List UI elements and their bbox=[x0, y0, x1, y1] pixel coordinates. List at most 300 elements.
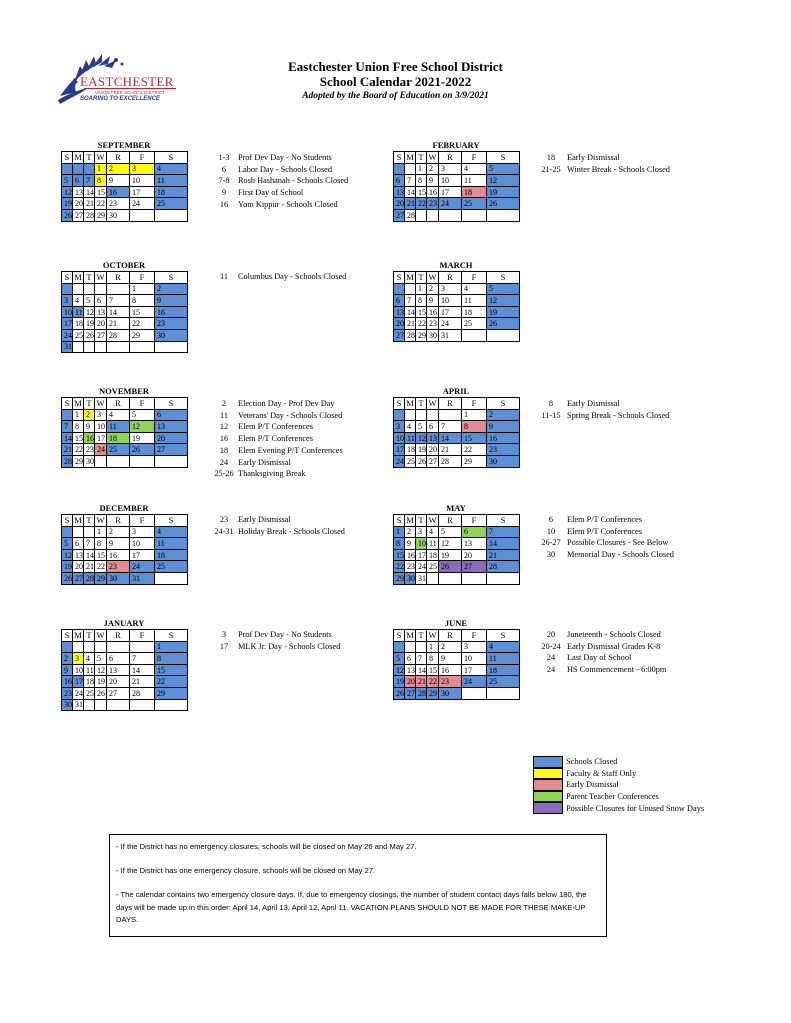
week-row bbox=[394, 295, 520, 307]
day-cell: 24 bbox=[439, 198, 462, 210]
day-cell: 9 bbox=[427, 175, 439, 187]
day-cell bbox=[427, 209, 439, 221]
day-cell: 1 bbox=[73, 409, 84, 421]
day-cell: 21 bbox=[487, 549, 520, 561]
day-cell: 12 bbox=[62, 549, 73, 561]
event-item bbox=[537, 641, 666, 653]
day-cell: 20 bbox=[95, 318, 107, 330]
day-cell bbox=[427, 572, 439, 584]
day-cell: 29 bbox=[95, 209, 107, 221]
month-may bbox=[393, 503, 520, 585]
day-cell: 6 bbox=[95, 295, 107, 307]
day-cell bbox=[73, 283, 84, 295]
day-cell: 3 bbox=[95, 409, 107, 421]
day-cell: 11 bbox=[462, 295, 487, 307]
month-january bbox=[61, 618, 188, 711]
day-cell: 17 bbox=[439, 306, 462, 318]
day-cell: 5 bbox=[394, 653, 405, 665]
event-text: Columbus Day - Schools Closed bbox=[238, 272, 347, 281]
day-cell: 10 bbox=[439, 175, 462, 187]
event-date: 20 bbox=[546, 630, 556, 639]
day-cell: 15 bbox=[130, 306, 155, 318]
day-cell: 18 bbox=[107, 432, 130, 444]
day-cell: 9 bbox=[405, 538, 416, 550]
weekday-header: W bbox=[428, 515, 437, 526]
day-cell: 8 bbox=[394, 538, 405, 550]
event-date: 9 bbox=[221, 188, 227, 198]
weekday-header: R bbox=[439, 398, 462, 410]
event-item bbox=[537, 152, 670, 164]
day-cell: 10 bbox=[130, 538, 155, 550]
day-cell: 24 bbox=[416, 561, 427, 573]
day-cell: 11 bbox=[462, 175, 487, 187]
day-cell: 2 bbox=[62, 653, 73, 665]
day-cell: 26 bbox=[95, 687, 107, 699]
day-cell: 23 bbox=[107, 198, 130, 210]
day-cell: 31 bbox=[416, 572, 427, 584]
day-cell: 27 bbox=[95, 329, 107, 341]
day-cell: 7 bbox=[84, 538, 95, 550]
day-cell: 10 bbox=[462, 653, 487, 665]
event-date: 21-25 bbox=[541, 164, 561, 174]
weekday-header: W bbox=[96, 515, 105, 526]
day-cell: 14 bbox=[416, 664, 427, 676]
day-cell bbox=[405, 163, 416, 175]
calendar-title: School Calendar 2021-2022 bbox=[319, 74, 472, 89]
event-date: 2 bbox=[221, 399, 227, 408]
day-cell: 7 bbox=[487, 526, 520, 538]
month-table bbox=[61, 629, 188, 711]
day-cell: 16 bbox=[107, 186, 130, 198]
day-cell: 25 bbox=[155, 561, 188, 573]
day-cell bbox=[84, 283, 95, 295]
day-cell bbox=[84, 341, 95, 353]
day-cell: 1 bbox=[416, 163, 427, 175]
day-cell: 3 bbox=[439, 163, 462, 175]
week-row bbox=[394, 687, 520, 699]
weekday-header: T bbox=[416, 630, 427, 642]
event-text: MLK Jr. Day - Schools Closed bbox=[238, 641, 341, 651]
week-row bbox=[62, 329, 188, 341]
day-cell: 1 bbox=[427, 641, 439, 653]
day-cell: 20 bbox=[405, 676, 416, 688]
week-row bbox=[394, 209, 520, 221]
day-cell: 30 bbox=[84, 455, 95, 467]
legend-label: Schools Closed bbox=[566, 757, 618, 767]
day-cell: 11 bbox=[487, 653, 520, 665]
day-cell: 7 bbox=[416, 653, 427, 665]
day-cell bbox=[439, 572, 462, 584]
day-cell: 9 bbox=[427, 295, 439, 307]
weekday-header: M bbox=[74, 398, 82, 409]
day-cell: 24 bbox=[130, 561, 155, 573]
event-date: 26-27 bbox=[541, 538, 561, 548]
event-date: 24 bbox=[219, 457, 229, 467]
day-cell: 16 bbox=[427, 186, 439, 198]
day-cell: 9 bbox=[107, 538, 130, 550]
weekday-header: F bbox=[462, 272, 487, 284]
weekday-header: R bbox=[107, 398, 130, 410]
weekday-header: T bbox=[84, 515, 95, 527]
week-row bbox=[62, 295, 188, 307]
weekday-header: W bbox=[96, 630, 105, 641]
event-text: Elem P/T Conferences bbox=[567, 526, 642, 536]
day-cell: 19 bbox=[394, 676, 405, 688]
day-cell: 8 bbox=[416, 175, 427, 187]
event-item bbox=[212, 175, 348, 187]
week-row bbox=[394, 561, 520, 573]
event-text: Rosh Hashanah - Schools Closed bbox=[238, 176, 349, 186]
day-cell: 9 bbox=[155, 295, 188, 307]
note-1: - If the District has no emergency closures, schools will be closed on May 26 and May 27. bbox=[116, 842, 417, 851]
weekday-header: S bbox=[487, 272, 520, 284]
event-text: Prof Dev Day - No Students bbox=[238, 153, 332, 162]
day-cell: 13 bbox=[462, 538, 487, 550]
day-cell: 14 bbox=[107, 306, 130, 318]
legend-item bbox=[533, 802, 704, 814]
day-cell: 28 bbox=[84, 209, 95, 221]
month-title: SEPTEMBER bbox=[97, 140, 151, 150]
weekday-header: S bbox=[155, 152, 188, 164]
event-date: 10 bbox=[546, 526, 556, 536]
day-cell bbox=[405, 409, 416, 421]
day-cell: 15 bbox=[416, 186, 427, 198]
day-cell: 28 bbox=[84, 572, 95, 584]
day-cell: 24 bbox=[130, 198, 155, 210]
day-cell: 10 bbox=[62, 306, 73, 318]
week-row bbox=[62, 432, 188, 444]
week-row bbox=[62, 687, 188, 699]
day-cell: 26 bbox=[487, 318, 520, 330]
day-cell: 28 bbox=[130, 687, 155, 699]
day-cell: 7 bbox=[130, 653, 155, 665]
day-cell: 3 bbox=[416, 526, 427, 538]
week-row bbox=[394, 409, 520, 421]
legend-swatch bbox=[533, 756, 563, 768]
day-cell bbox=[84, 163, 95, 175]
day-cell: 2 bbox=[155, 283, 188, 295]
day-cell: 27 bbox=[427, 455, 439, 467]
day-cell: 1 bbox=[130, 283, 155, 295]
day-cell: 24 bbox=[394, 455, 405, 467]
day-cell: 18 bbox=[73, 318, 84, 330]
day-cell: 10 bbox=[95, 421, 107, 433]
day-cell: 15 bbox=[462, 432, 487, 444]
weekday-header: T bbox=[416, 272, 427, 284]
day-cell: 7 bbox=[405, 175, 416, 187]
day-cell: 15 bbox=[416, 306, 427, 318]
day-cell: 21 bbox=[405, 318, 416, 330]
day-cell: 23 bbox=[107, 561, 130, 573]
logo-name: EASTCHESTER bbox=[80, 74, 174, 89]
day-cell: 18 bbox=[427, 549, 439, 561]
weekday-header: R bbox=[439, 272, 462, 284]
day-cell: 17 bbox=[439, 186, 462, 198]
event-text: Veterans' Day - Schools Closed bbox=[238, 410, 343, 420]
day-cell: 23 bbox=[487, 444, 520, 456]
day-cell: 2 bbox=[107, 526, 130, 538]
day-cell: 5 bbox=[62, 175, 73, 187]
event-text: Juneteenth - Schools Closed bbox=[567, 630, 661, 639]
event-date: 30 bbox=[546, 550, 556, 560]
day-cell: 28 bbox=[439, 455, 462, 467]
day-cell: 7 bbox=[439, 421, 462, 433]
day-cell: 20 bbox=[155, 432, 188, 444]
day-cell: 4 bbox=[405, 421, 416, 433]
day-cell bbox=[394, 409, 405, 421]
weekday-header: M bbox=[406, 152, 414, 163]
event-text: Elem P/T Conferences bbox=[238, 422, 313, 432]
week-row bbox=[62, 409, 188, 421]
day-cell: 13 bbox=[394, 306, 405, 318]
weekday-header: F bbox=[462, 398, 487, 410]
day-cell: 6 bbox=[462, 526, 487, 538]
weekday-header: F bbox=[130, 398, 155, 410]
day-cell: 22 bbox=[462, 444, 487, 456]
week-row bbox=[394, 572, 520, 584]
event-date: 17 bbox=[219, 641, 229, 651]
day-cell bbox=[107, 455, 130, 467]
weekday-header: R bbox=[439, 152, 462, 164]
day-cell: 1 bbox=[416, 283, 427, 295]
week-row bbox=[394, 198, 520, 210]
day-cell: 27 bbox=[462, 561, 487, 573]
day-cell: 21 bbox=[84, 561, 95, 573]
week-row bbox=[62, 455, 188, 467]
day-cell: 14 bbox=[62, 432, 73, 444]
day-cell: 4 bbox=[107, 409, 130, 421]
event-text: Prof Dev Day - No Students bbox=[238, 630, 332, 639]
day-cell bbox=[95, 641, 107, 653]
day-cell: 2 bbox=[427, 283, 439, 295]
weekday-header: W bbox=[96, 398, 105, 409]
day-cell: 15 bbox=[394, 549, 405, 561]
day-cell: 9 bbox=[439, 653, 462, 665]
event-date: 24 bbox=[546, 653, 556, 663]
month-april bbox=[393, 386, 520, 468]
weekday-header: T bbox=[416, 152, 427, 164]
week-row bbox=[394, 653, 520, 665]
day-cell: 23 bbox=[62, 687, 73, 699]
day-cell bbox=[130, 455, 155, 467]
day-cell: 23 bbox=[155, 318, 188, 330]
events-june bbox=[537, 629, 666, 676]
day-cell: 11 bbox=[107, 421, 130, 433]
day-cell: 7 bbox=[107, 295, 130, 307]
day-cell: 22 bbox=[130, 318, 155, 330]
day-cell: 26 bbox=[439, 561, 462, 573]
month-title: FEBRUARY bbox=[432, 140, 480, 150]
day-cell bbox=[62, 526, 73, 538]
day-cell: 19 bbox=[439, 549, 462, 561]
day-cell: 11 bbox=[405, 432, 416, 444]
events-january bbox=[212, 629, 340, 652]
event-item bbox=[537, 410, 669, 422]
day-cell: 24 bbox=[439, 318, 462, 330]
weekday-header: S bbox=[487, 630, 520, 642]
day-cell: 16 bbox=[62, 676, 73, 688]
weekday-header: S bbox=[62, 152, 73, 164]
day-cell: 14 bbox=[405, 186, 416, 198]
day-cell: 26 bbox=[394, 687, 405, 699]
day-cell: 4 bbox=[462, 283, 487, 295]
day-cell bbox=[394, 283, 405, 295]
day-cell: 30 bbox=[62, 699, 73, 711]
day-cell: 18 bbox=[405, 444, 416, 456]
week-row bbox=[394, 432, 520, 444]
day-cell: 25 bbox=[73, 329, 84, 341]
day-cell: 29 bbox=[95, 572, 107, 584]
week-row bbox=[394, 283, 520, 295]
day-cell: 1 bbox=[155, 641, 188, 653]
day-cell bbox=[405, 283, 416, 295]
weekday-header: T bbox=[84, 152, 95, 164]
week-row bbox=[62, 526, 188, 538]
day-cell: 21 bbox=[439, 444, 462, 456]
weekday-header: W bbox=[428, 152, 437, 163]
weekday-header: S bbox=[62, 630, 73, 642]
event-text: Possible Closures - See Below bbox=[567, 538, 669, 548]
day-cell: 31 bbox=[130, 572, 155, 584]
weekday-header: S bbox=[394, 272, 405, 284]
day-cell: 12 bbox=[130, 421, 155, 433]
month-title: JUNE bbox=[444, 618, 468, 628]
day-cell: 10 bbox=[130, 175, 155, 187]
legend-swatch bbox=[533, 791, 563, 803]
events-november bbox=[212, 398, 343, 480]
day-cell: 24 bbox=[95, 444, 107, 456]
week-row bbox=[62, 209, 188, 221]
day-cell: 23 bbox=[427, 318, 439, 330]
day-cell bbox=[73, 163, 84, 175]
day-cell: 20 bbox=[73, 561, 84, 573]
day-cell bbox=[462, 687, 487, 699]
month-table bbox=[61, 151, 188, 222]
day-cell: 21 bbox=[107, 318, 130, 330]
week-row bbox=[62, 318, 188, 330]
note-3: - The calendar contains two emergency closure days. If, due to emergency closings, the number of student contact days falls below 180, the days will be made up in this order: April 14, April 13, April 12, April 11. VACATION PLANS SHOULD NOT BE MADE FOR THESE MAKE-UP DAYS. bbox=[116, 890, 587, 924]
day-cell: 12 bbox=[62, 186, 73, 198]
legend-item bbox=[533, 791, 704, 803]
day-cell: 7 bbox=[62, 421, 73, 433]
day-cell bbox=[462, 209, 487, 221]
day-cell: 25 bbox=[84, 687, 95, 699]
event-item bbox=[212, 468, 343, 480]
day-cell: 19 bbox=[487, 306, 520, 318]
weekday-header: F bbox=[130, 272, 155, 284]
day-cell bbox=[95, 455, 107, 467]
event-item bbox=[212, 514, 345, 526]
weekday-header: F bbox=[462, 515, 487, 527]
day-cell bbox=[73, 526, 84, 538]
day-cell: 16 bbox=[107, 549, 130, 561]
day-cell bbox=[487, 687, 520, 699]
day-cell: 8 bbox=[73, 421, 84, 433]
day-cell: 11 bbox=[427, 538, 439, 550]
event-text: Elem P/T Conferences bbox=[567, 515, 642, 524]
day-cell: 16 bbox=[155, 306, 188, 318]
event-text: Spring Break - Schools Closed bbox=[567, 410, 670, 420]
day-cell bbox=[155, 572, 188, 584]
day-cell: 23 bbox=[427, 198, 439, 210]
weekday-header: M bbox=[406, 630, 414, 641]
day-cell: 15 bbox=[73, 432, 84, 444]
adopted-note: Adopted by the Board of Education on 3/9/2021 bbox=[302, 91, 489, 101]
day-cell: 16 bbox=[84, 432, 95, 444]
day-cell: 22 bbox=[95, 561, 107, 573]
event-date: 8 bbox=[548, 399, 554, 408]
day-cell: 25 bbox=[462, 318, 487, 330]
week-row bbox=[394, 526, 520, 538]
day-cell: 8 bbox=[427, 653, 439, 665]
day-cell: 22 bbox=[73, 444, 84, 456]
weekday-header: M bbox=[74, 152, 82, 163]
day-cell: 17 bbox=[416, 549, 427, 561]
legend-label: Early Dismissal bbox=[566, 780, 619, 790]
event-text: Early Dismissal bbox=[238, 515, 291, 524]
day-cell: 27 bbox=[394, 209, 405, 221]
day-cell: 10 bbox=[73, 664, 84, 676]
day-cell: 11 bbox=[155, 538, 188, 550]
day-cell bbox=[405, 641, 416, 653]
day-cell: 12 bbox=[439, 538, 462, 550]
day-cell: 17 bbox=[394, 444, 405, 456]
event-item bbox=[212, 457, 343, 469]
day-cell: 14 bbox=[130, 664, 155, 676]
weekday-header: T bbox=[84, 272, 95, 284]
day-cell: 5 bbox=[130, 409, 155, 421]
day-cell bbox=[487, 572, 520, 584]
weekday-header: W bbox=[428, 272, 437, 283]
event-item bbox=[212, 398, 343, 410]
legend-swatch bbox=[533, 802, 563, 814]
day-cell: 8 bbox=[416, 295, 427, 307]
day-cell: 11 bbox=[84, 664, 95, 676]
day-cell: 18 bbox=[462, 306, 487, 318]
week-row bbox=[62, 283, 188, 295]
day-cell: 3 bbox=[73, 653, 84, 665]
day-cell bbox=[394, 163, 405, 175]
day-cell: 31 bbox=[62, 341, 73, 353]
day-cell bbox=[416, 409, 427, 421]
event-text: Early Dismissal bbox=[238, 457, 291, 467]
day-cell bbox=[462, 329, 487, 341]
event-item bbox=[537, 652, 666, 664]
day-cell bbox=[427, 409, 439, 421]
day-cell: 19 bbox=[62, 198, 73, 210]
month-title: OCTOBER bbox=[102, 260, 146, 270]
day-cell: 12 bbox=[394, 664, 405, 676]
day-cell bbox=[62, 641, 73, 653]
event-item bbox=[212, 271, 346, 283]
day-cell: 21 bbox=[405, 198, 416, 210]
day-cell bbox=[84, 699, 95, 711]
day-cell: 19 bbox=[130, 432, 155, 444]
day-cell bbox=[487, 209, 520, 221]
weekday-header: F bbox=[130, 515, 155, 527]
day-cell: 5 bbox=[487, 163, 520, 175]
day-cell: 30 bbox=[155, 329, 188, 341]
events-february bbox=[537, 152, 670, 175]
legend-label: Faculty & Staff Only bbox=[566, 768, 637, 778]
weekday-header: M bbox=[74, 515, 82, 526]
event-date: 6 bbox=[221, 164, 227, 174]
event-text: First Day of School bbox=[238, 188, 304, 198]
month-table bbox=[61, 514, 188, 585]
day-cell: 5 bbox=[62, 538, 73, 550]
week-row bbox=[394, 318, 520, 330]
day-cell: 12 bbox=[84, 306, 95, 318]
